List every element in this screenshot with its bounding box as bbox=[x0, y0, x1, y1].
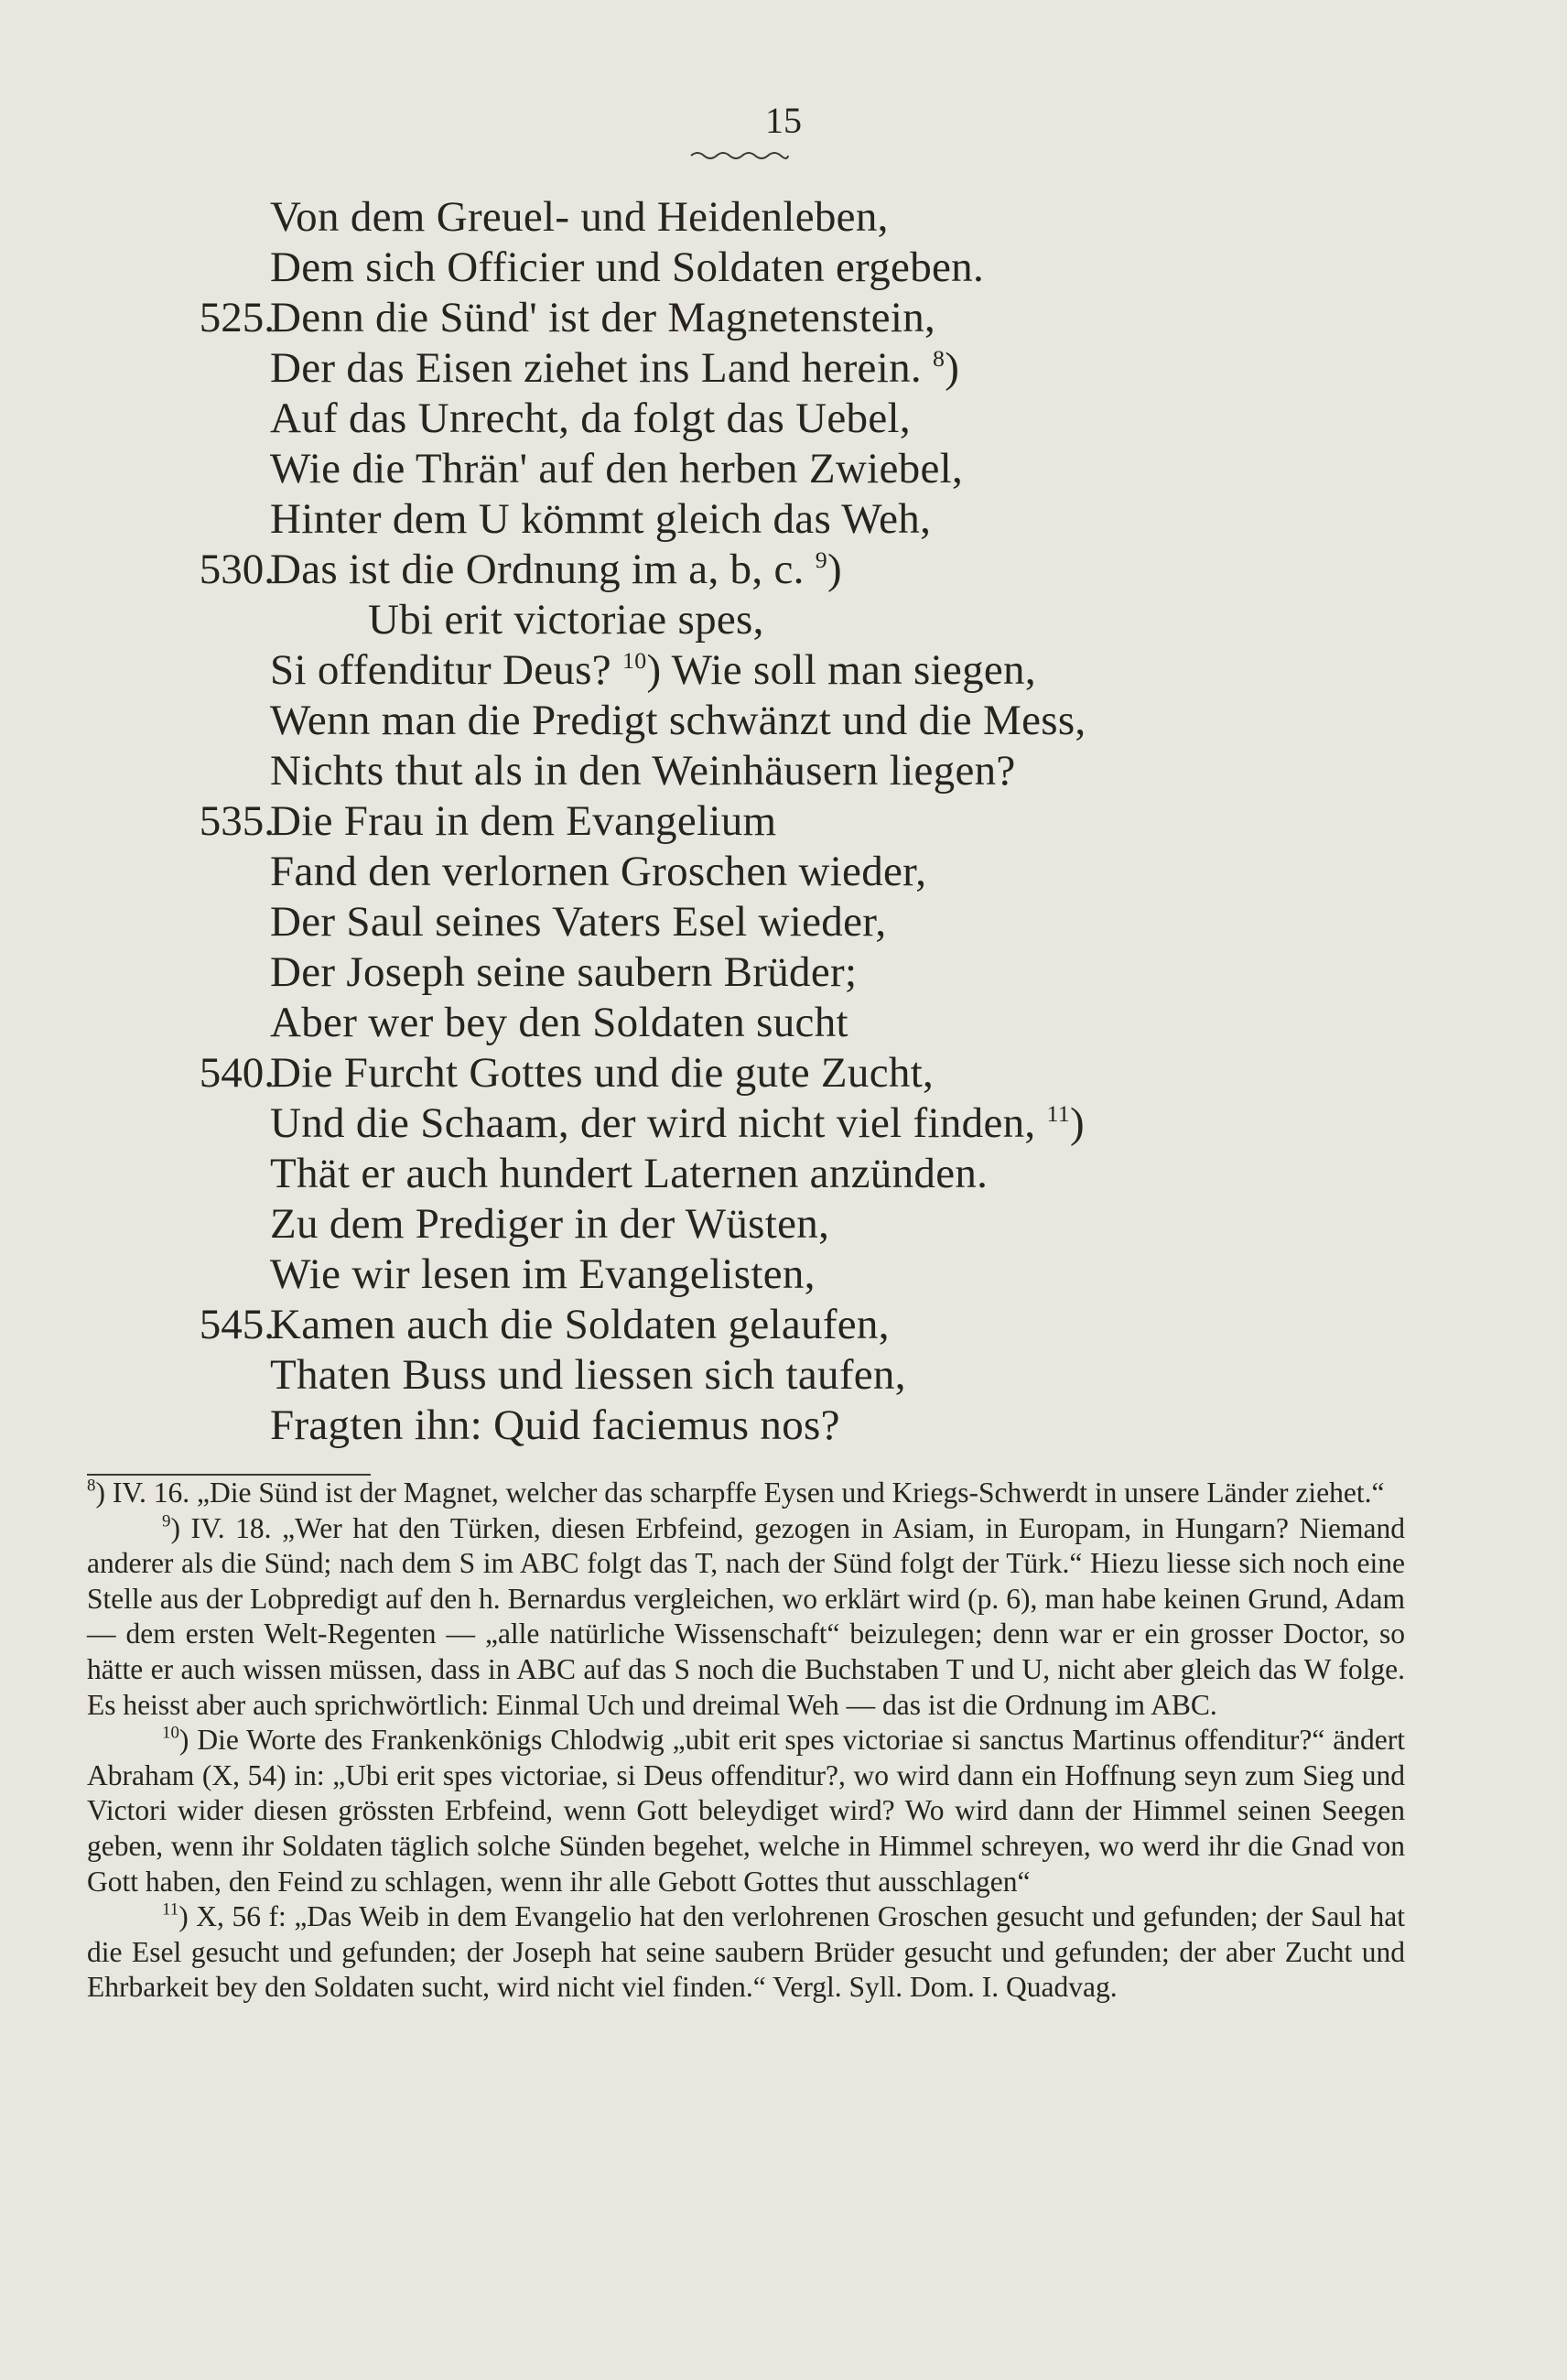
verse-text-content: Thät er auch hundert Laternen anzünden. bbox=[270, 1150, 989, 1197]
decorative-wave-ornament bbox=[689, 148, 790, 163]
verse-text bbox=[270, 1401, 840, 1451]
verse-line bbox=[165, 1098, 1464, 1149]
verse-text-content: Nichts thut als in den Weinhäusern liegen? bbox=[270, 747, 1016, 795]
verse-text-continuation: ) Wie soll man siegen, bbox=[646, 646, 1036, 694]
page-number: 15 bbox=[765, 100, 802, 141]
verse-text bbox=[270, 696, 1086, 746]
verse-number: 545. bbox=[199, 1301, 275, 1348]
verse-line bbox=[165, 696, 1464, 746]
verse-text-content: Der das Eisen ziehet ins Land herein. bbox=[270, 344, 922, 392]
verse-text bbox=[270, 394, 911, 444]
verse-line bbox=[165, 243, 1464, 293]
verse-number: 525. bbox=[199, 294, 275, 341]
verse-line bbox=[165, 746, 1464, 796]
verse-text-content: Die Furcht Gottes und die gute Zucht, bbox=[270, 1049, 935, 1097]
verse-text-content: Si offenditur Deus? bbox=[270, 646, 611, 694]
verse-text bbox=[270, 1098, 1085, 1149]
verse-line bbox=[165, 796, 1464, 847]
verse-text-content: Ubi erit victoriae spes, bbox=[368, 596, 764, 644]
verse-text-content: Hinter dem U kömmt gleich das Weh, bbox=[270, 495, 932, 543]
verse-line bbox=[165, 192, 1464, 243]
verse-text bbox=[270, 847, 926, 897]
verse-text bbox=[270, 1048, 934, 1098]
verse-line bbox=[165, 1048, 1464, 1098]
verse-text bbox=[270, 494, 931, 545]
verse-text-content: Wie die Thrän' auf den herben Zwiebel, bbox=[270, 445, 964, 492]
verse-line bbox=[165, 998, 1464, 1048]
verse-line bbox=[165, 947, 1464, 998]
verse-text bbox=[270, 1199, 829, 1250]
verse-line bbox=[165, 1300, 1464, 1350]
verse-text-content: Kamen auch die Soldaten gelaufen, bbox=[270, 1301, 890, 1348]
verse-text-content: Aber wer bey den Soldaten sucht bbox=[270, 999, 848, 1046]
footnote-marker: 10 bbox=[162, 1723, 179, 1743]
footnote-reference[interactable]: 11 bbox=[1046, 1100, 1071, 1128]
footnote-text: ) Die Worte des Frankenkönigs Chlodwig „ubit erit spes victoriae si sanctus Martinus offenditur?“ ändert Abraham (X, 54) in: „Ubi erit spes victoriae, si Deus offenditur?, wo wird dann ein Hoffnung seyn zum Sieg und Victori wider diesen grössten Erbfeind, wenn Gott beleydiget wird? Wo wird dann der Himmel seinen Seegen geben, wenn ihr Soldaten täglich solche Sünden begehet, welche in Himmel schreyen, wo werd ihr die Gnad von Gott haben, den Feind zu schlagen, wenn ihr alle Gebott Gottes thut ausschlagen“ bbox=[87, 1724, 1405, 1898]
verse-text bbox=[270, 293, 935, 343]
verse-number: 535. bbox=[199, 797, 275, 845]
verse-text-content: Dem sich Officier und Soldaten ergeben. bbox=[270, 243, 985, 291]
footnote-text: ) IV. 16. „Die Sünd ist der Magnet, welcher das scharpffe Eysen und Kriegs-Schwerdt in unsere Länder ziehet.“ bbox=[95, 1477, 1385, 1509]
footnote bbox=[87, 1723, 1405, 1899]
footnote bbox=[87, 1476, 1405, 1511]
verse-text bbox=[270, 1149, 988, 1199]
footnotes bbox=[87, 1476, 1405, 2006]
verse-text bbox=[270, 343, 959, 394]
verse-line bbox=[165, 595, 1464, 645]
verse-text bbox=[368, 595, 764, 645]
footnote bbox=[87, 1511, 1405, 1724]
footnote-text: ) X, 56 f: „Das Weib in dem Evangelio hat den verlohrenen Groschen gesucht und gefunden; der Saul hat die Esel gesucht und gefunden; der Joseph hat seine saubern Brüder gesucht und gefunden; der aber Zucht und Ehrbarkeit bey den Soldaten sucht, wird nicht viel finden.“ Vergl. Syll. Dom. I. Quadvag. bbox=[87, 1900, 1405, 2004]
verse-text-continuation: ) bbox=[1070, 1099, 1085, 1147]
verse-text-content: Denn die Sünd' ist der Magnetenstein, bbox=[270, 294, 936, 341]
verse-line bbox=[165, 494, 1464, 545]
verse-text bbox=[270, 192, 889, 243]
footnote-marker: 9 bbox=[162, 1511, 171, 1531]
verse-text-content: Von dem Greuel- und Heidenleben, bbox=[270, 193, 889, 241]
verse-text-content: Auf das Unrecht, da folgt das Uebel, bbox=[270, 395, 911, 442]
verse-line bbox=[165, 645, 1464, 696]
verse-text bbox=[270, 897, 886, 947]
footnote-text: ) IV. 18. „Wer hat den Türken, diesen Erbfeind, gezogen in Asiam, in Europam, in Hungarn? Niemand anderer als die Sünd; nach dem S im ABC folgt das T, nach der Sünd folgt der Türk.“ Hiezu liesse sich noch eine Stelle aus der Lobpredigt auf den h. Bernardus vergleichen, wo erklärt wird (p. 6), man habe keinen Grund, Adam — dem ersten Welt-Regenten — „alle natürliche Wissenschaft“ beizulegen; denn war er ein grosser Doctor, so hätte er auch wissen müssen, dass in ABC auf das S noch die Buchstaben T und U, nicht aber gleich das W folge. Es heisst aber auch sprichwörtlich: Einmal Uch und dreimal Weh — das ist die Ordnung im ABC. bbox=[87, 1511, 1405, 1721]
verse-line bbox=[165, 293, 1464, 343]
verse-text-content: Das ist die Ordnung im a, b, c. bbox=[270, 546, 805, 593]
verse-text bbox=[270, 947, 857, 998]
footnote-reference[interactable]: 9 bbox=[815, 546, 827, 574]
verse-text-content: Der Joseph seine saubern Brüder; bbox=[270, 948, 858, 996]
verse-text bbox=[270, 1250, 816, 1300]
verse-text-content: Fand den verlornen Groschen wieder, bbox=[270, 848, 927, 895]
verse-text bbox=[270, 998, 848, 1048]
verse-number: 540. bbox=[199, 1049, 275, 1097]
verse-line bbox=[165, 1149, 1464, 1199]
verse-text-content: Fragten ihn: Quid faciemus nos? bbox=[270, 1401, 840, 1449]
verse-line bbox=[165, 1199, 1464, 1250]
verse-text-content: Thaten Buss und liessen sich taufen, bbox=[270, 1351, 906, 1399]
verse-line bbox=[165, 1250, 1464, 1300]
verse-number: 530. bbox=[199, 546, 275, 593]
footnote-marker: 8 bbox=[87, 1476, 96, 1496]
verse-line bbox=[165, 897, 1464, 947]
footnote-marker: 11 bbox=[162, 1899, 179, 1920]
verse-text-content: Wie wir lesen im Evangelisten, bbox=[270, 1250, 816, 1298]
verse-text-continuation: ) bbox=[827, 546, 842, 593]
verse-text bbox=[270, 796, 776, 847]
verse-text bbox=[270, 645, 1036, 696]
verse-text-content: Und die Schaam, der wird nicht viel finden, bbox=[270, 1099, 1036, 1147]
verse-line bbox=[165, 1350, 1464, 1401]
verse-line bbox=[165, 1401, 1464, 1451]
verse-line bbox=[165, 394, 1464, 444]
verse-text bbox=[270, 243, 984, 293]
verse-text bbox=[270, 746, 1016, 796]
verse-block bbox=[165, 192, 1464, 1451]
verse-text bbox=[270, 1300, 890, 1350]
verse-text bbox=[270, 545, 842, 595]
verse-text-content: Zu dem Prediger in der Wüsten, bbox=[270, 1200, 830, 1248]
footnote-reference[interactable]: 8 bbox=[933, 345, 946, 373]
verse-line bbox=[165, 343, 1464, 394]
verse-text-content: Die Frau in dem Evangelium bbox=[270, 797, 777, 845]
footnote-reference[interactable]: 10 bbox=[622, 647, 647, 675]
verse-line bbox=[165, 444, 1464, 494]
footnote bbox=[87, 1899, 1405, 2006]
verse-text-continuation: ) bbox=[945, 344, 960, 392]
verse-line bbox=[165, 847, 1464, 897]
verse-line bbox=[165, 545, 1464, 595]
verse-text-content: Der Saul seines Vaters Esel wieder, bbox=[270, 898, 887, 946]
verse-text bbox=[270, 1350, 906, 1401]
verse-text-content: Wenn man die Predigt schwänzt und die Mess, bbox=[270, 697, 1086, 744]
verse-text bbox=[270, 444, 963, 494]
